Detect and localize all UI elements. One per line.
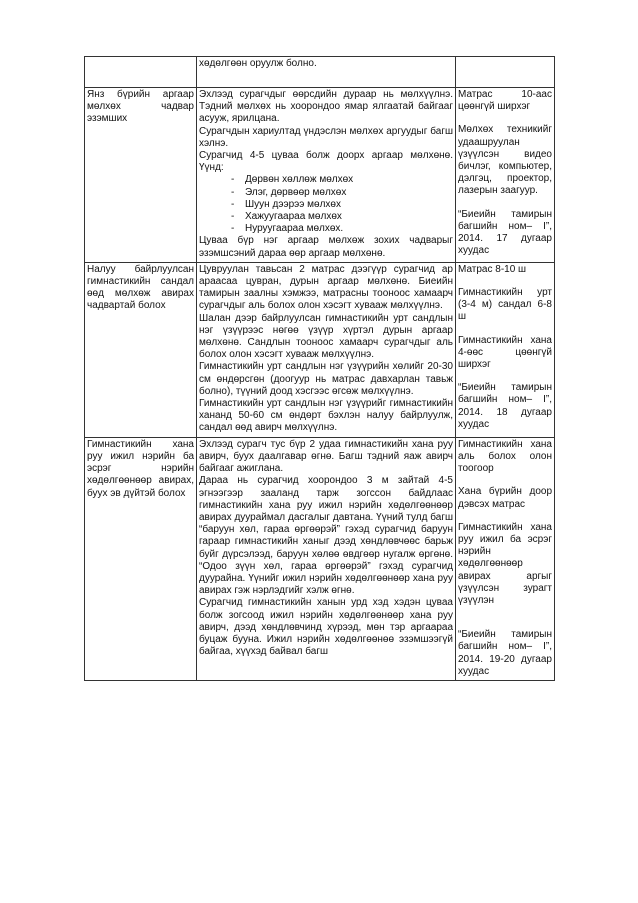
crawl-methods-list [199, 174, 453, 235]
activity-cell [197, 437, 456, 680]
table-row [85, 437, 555, 680]
resources-cell [456, 88, 555, 263]
list-item: - Шуун дээрээ мөлхөх [231, 199, 453, 211]
list-item: - Дөрвөн хөллөж мөлхөх [231, 174, 453, 186]
objective-cell [85, 437, 197, 680]
activity-paragraph: Эхлээд сурагч тус бүр 2 удаа гимнастикийн хана руу авирч, буух даалгавар өгнө. Багш тэдний яаж авирч байгааг ажиглана. [199, 438, 453, 475]
resources-cell [456, 437, 555, 680]
table-row [85, 262, 555, 437]
activity-paragraph: Цувруулан тавьсан 2 матрас дээгүүр сурагчид ар араасаа цувран, дурын аргаар мөлхөнө. Биеийн тамирын заалны хэмжээ, матрасны тооноос хамаарч сурагчдыг аль болох олон хэсэгт хувааж мөлхүүлнэ. [199, 263, 453, 312]
table-row [85, 57, 555, 88]
objective-text: Янз бүрийн аргаар мөлхөх чадвар эзэмших [87, 89, 194, 125]
activity-paragraph: Гимнастикийн урт сандлын нэг үзүүрийг гимнастикийн хананд 50-60 см өндөрт бэхлэн налуу байрлуулж, сандал өөд авирч мөлхүүлнэ. [199, 398, 453, 434]
objective-cell [85, 262, 197, 437]
activity-paragraph: Шалан дээр байрлуулсан гимнастикийн урт сандлын нэг үзүүрээс нөгөө үзүүр хүртэл дурын аргаар мөлхөнө. Сандлын тооноос хамаарч сурагчдыг аль болох олон хэсэгт хувааж мөлхүүлнэ. [199, 312, 453, 361]
activity-cell [197, 88, 456, 263]
resource-text: Хана бүрийн доор дэвсэх матрас [458, 486, 552, 510]
resources-cell [456, 262, 555, 437]
activity-paragraph: Сурагчид гимнастикийн ханын урд хэд хэдэн цуваа болж зогсоод ижил нэрийн хөдөлгөөнөөр хана руу авирч, дээд хөндлөвчинд хүрээд, мөн тэр аргаараа буцаж бууна. Ижил нэрийн хөдөлгөөнөө эзэмшээгүй байгаа, хүүхэд байвал багш [199, 597, 453, 658]
reference-text: “Биеийн тамирын багшийн ном– I”, 2014. 19-20 дугаар хуудас [458, 629, 552, 677]
activity-cell [197, 262, 456, 437]
list-item: - Элэг, дөрвөөр мөлхөх [231, 187, 453, 199]
activity-paragraph: Гимнастикийн урт сандлын нэг үзүүрийн хөлийг 20-30 см өндөрсгөн (доогуур нь матрас давхарлан тавьж болно), түүний доод хэсгээс өгсөж мөлхүүлнэ. [199, 361, 453, 397]
objective-cell [85, 88, 197, 263]
table-cell [85, 57, 197, 88]
activity-paragraph: Дараа нь сурагчид хоорондоо 3 м зайтай 4-5 эгнээгээр зааланд тарж зогссон байдлаас гимнастикийн хана руу ижил нэрийн хөдөлгөөнөөр авирах дуураймал дасгалыг давтана. Үүний тулд багш “баруун хөл, гараа өргөөрэй” гэхэд сурагчид баруун гараар гимнастикийн ханыг дээд хөндлөвчөөс барьж буйг дүрсэлээд, баруун хөлөө өвдгөөр нугалж өргөнө. “Одоо зүүн хөл, гараа өргөөрэй” гэхэд сурагчид дуурайна. Үүнийг ижил нэрийн хөдөлгөөнөөр хана руу авирах гэж нэрлэдгийг хэлж өгнө. [199, 475, 453, 597]
table-cell [456, 57, 555, 88]
list-item: - Хажуугаараа мөлхөх [231, 211, 453, 223]
list-item: - Нуруугаараа мөлхөх. [231, 223, 453, 235]
reference-text: “Биеийн тамирын багшийн ном– I”, 2014. 17 дугаар хуудас [458, 208, 552, 257]
reference-text: “Биеийн тамирын багшийн ном– I”, 2014. 18 дугаар хуудас [458, 382, 552, 430]
activity-paragraph: Цуваа бүр нэг аргаар мөлхөж зохих чадварыг эзэмшсэний дараа өөр аргаар мөлхөнө. [199, 235, 453, 259]
objective-text: Гимнастикийн хана руу ижил нэрийн ба эсрэг нэрийн хөдөлгөөнөөр авирах, буух эв дүйтэй болох [87, 438, 194, 499]
resource-text: Гимнастикийн хана аль болох олон тоогоор [458, 438, 552, 475]
activity-paragraph: Сурагчдын хариултад үндэслэн мөлхөх аргуудыг багш хэлнэ. [199, 125, 453, 149]
resource-text: Матрас 10-аас цөөнгүй ширхэг [458, 89, 552, 113]
cell-text: хөдөлгөөн оруулж болно. [199, 58, 317, 69]
table-row [85, 88, 555, 263]
activity-paragraph: Сурагчид 4-5 цуваа болж доорх аргаар мөлхөнө. Үүнд: [199, 150, 453, 174]
resource-text: Гимнастикийн урт (3-4 м) сандал 6-8 ш [458, 287, 552, 323]
resource-text: Гимнастикийн хана 4-өөс цөөнгүй ширхэг [458, 334, 552, 371]
resource-text: Мөлхөх техникийг удаашруулан үзүүлсэн видео бичлэг, компьютер, дэлгэц, проектор, лазерын заагуур. [458, 124, 552, 197]
objective-text: Налуу байрлуулсан гимнастикийн сандал өөд мөлхөж авирах чадвартай болох [87, 263, 194, 312]
activity-paragraph: Эхлээд сурагчдыг өөрсдийн дураар нь мөлхүүлнэ. Тэдний мөлхөх нь хоорондоо ямар ялгаатай байгааг асууж, ярилцана. [199, 89, 453, 125]
table-cell [197, 57, 456, 88]
lesson-table [84, 56, 555, 681]
resource-text: Матрас 8-10 ш [458, 263, 527, 275]
resource-text: Гимнастикийн хана руу ижил ба эсрэг нэрийн хөдөлгөөнөөр авирах аргыг үзүүлсэн зурагт үзүүлэн [458, 521, 552, 606]
